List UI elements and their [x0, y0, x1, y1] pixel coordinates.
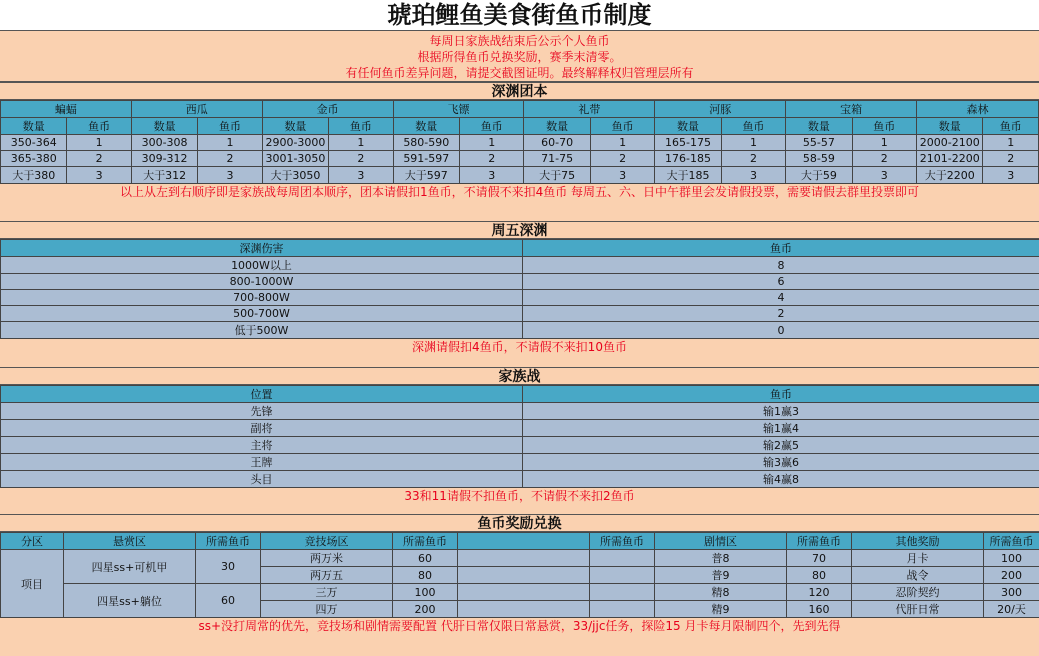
sub-header: 数量 — [393, 118, 459, 135]
cell: 1 — [590, 135, 654, 151]
story-item: 普8 — [655, 550, 787, 567]
cell: 1000W以上 — [1, 257, 523, 274]
table-row — [1, 257, 1039, 274]
empty-cell — [458, 567, 590, 584]
abyss-team-table — [0, 100, 1039, 184]
empty-cell — [590, 567, 655, 584]
cell: 700-800W — [1, 290, 523, 306]
cell: 大于185 — [655, 167, 721, 184]
column-header: 其他奖励 — [852, 533, 984, 550]
cell: 2 — [523, 306, 1039, 322]
arena-cost: 60 — [393, 550, 458, 567]
table-row — [1, 471, 1039, 488]
cell: 3 — [67, 167, 131, 184]
group-header: 飞镖 — [393, 101, 524, 118]
cell: 2 — [983, 151, 1039, 167]
rewards-heading: 鱼币奖励兑换 — [0, 514, 1039, 532]
cell: 头目 — [1, 471, 523, 488]
arena-item: 三万 — [261, 584, 393, 601]
spacer — [0, 355, 1039, 367]
column-header: 竞技场区 — [261, 533, 393, 550]
column-header: 鱼币 — [523, 386, 1039, 403]
empty-cell — [590, 584, 655, 601]
other-item: 月卡 — [852, 550, 984, 567]
sub-header: 鱼币 — [590, 118, 654, 135]
group-header-row — [1, 101, 1039, 118]
family-war-table — [0, 385, 1039, 488]
cell: 3001-3050 — [262, 151, 328, 167]
family-war-note: 33和11请假不扣鱼币，不请假不来扣2鱼币 — [0, 488, 1039, 504]
arena-item: 两万五 — [261, 567, 393, 584]
group-header: 森林 — [917, 101, 1039, 118]
table-row — [1, 306, 1039, 322]
cell: 591-597 — [393, 151, 459, 167]
notice-line: 根据所得鱼币兑换奖励，赛季末清零。 — [0, 49, 1039, 65]
sub-header-row — [1, 118, 1039, 135]
cell: 0 — [523, 322, 1039, 339]
table-row — [1, 454, 1039, 471]
story-cost: 70 — [787, 550, 852, 567]
sub-header: 数量 — [131, 118, 197, 135]
other-cost: 300 — [984, 584, 1039, 601]
cell: 大于59 — [786, 167, 852, 184]
cell: 8 — [523, 257, 1039, 274]
table-row — [1, 151, 1039, 167]
spacer — [0, 634, 1039, 656]
other-cost: 100 — [984, 550, 1039, 567]
cell: 500-700W — [1, 306, 523, 322]
category-cell: 项目 — [1, 550, 64, 618]
cell: 王牌 — [1, 454, 523, 471]
header-row — [1, 240, 1039, 257]
cell: 低于500W — [1, 322, 523, 339]
sub-header: 数量 — [786, 118, 852, 135]
cell: 2 — [460, 151, 524, 167]
empty-cell — [458, 550, 590, 567]
column-header: 鱼币 — [523, 240, 1039, 257]
column-header: 深渊伤害 — [1, 240, 523, 257]
other-item: 代肝日常 — [852, 601, 984, 618]
notice-line: 每周日家族战结束后公示个人鱼币 — [0, 33, 1039, 49]
notice-block — [0, 31, 1039, 82]
empty-cell — [590, 601, 655, 618]
cell: 2 — [198, 151, 262, 167]
group-header: 宝箱 — [786, 101, 917, 118]
sub-header: 鱼币 — [983, 118, 1039, 135]
table-row — [1, 550, 1039, 567]
cell: 176-185 — [655, 151, 721, 167]
cell: 输1赢3 — [523, 403, 1039, 420]
cell: 输2赢5 — [523, 437, 1039, 454]
column-header: 剧情区 — [655, 533, 787, 550]
cell: 1 — [852, 135, 916, 151]
cell: 1 — [721, 135, 785, 151]
story-cost: 80 — [787, 567, 852, 584]
arena-cost: 100 — [393, 584, 458, 601]
sub-header: 数量 — [524, 118, 590, 135]
table-row — [1, 135, 1039, 151]
cell: 365-380 — [1, 151, 67, 167]
cell: 2 — [721, 151, 785, 167]
abyss-team-note: 以上从左到右顺序即是家族战每周团本顺序，团本请假扣1鱼币，不请假不来扣4鱼币 每周五、六、日中午群里会发请假投票，需要请假去群里投票即可 — [0, 184, 1039, 200]
cell: 60-70 — [524, 135, 590, 151]
story-item: 精8 — [655, 584, 787, 601]
bounty-item: 四星ss+可机甲 — [64, 550, 196, 584]
table-row — [1, 420, 1039, 437]
story-item: 普9 — [655, 567, 787, 584]
cell: 大于3050 — [262, 167, 328, 184]
notice-line: 有任何鱼币差异问题，请提交截图证明。最终解释权归管理层所有 — [0, 65, 1039, 81]
cell: 输3赢6 — [523, 454, 1039, 471]
cell: 3 — [983, 167, 1039, 184]
table-row — [1, 167, 1039, 184]
cell: 6 — [523, 274, 1039, 290]
cell: 3 — [852, 167, 916, 184]
cell: 580-590 — [393, 135, 459, 151]
cell: 350-364 — [1, 135, 67, 151]
table-row — [1, 437, 1039, 454]
sub-header: 鱼币 — [67, 118, 131, 135]
story-item: 精9 — [655, 601, 787, 618]
empty-cell — [458, 584, 590, 601]
cell: 1 — [460, 135, 524, 151]
column-header: 所需鱼币 — [590, 533, 655, 550]
table-row — [1, 274, 1039, 290]
bounty-item: 四星ss+躺位 — [64, 584, 196, 618]
cell: 输4赢8 — [523, 471, 1039, 488]
cell: 2 — [329, 151, 393, 167]
other-item: 战令 — [852, 567, 984, 584]
cell: 55-57 — [786, 135, 852, 151]
group-header: 蝙蝠 — [1, 101, 132, 118]
cell: 300-308 — [131, 135, 197, 151]
arena-cost: 200 — [393, 601, 458, 618]
cell: 3 — [329, 167, 393, 184]
empty-cell — [590, 550, 655, 567]
sub-header: 鱼币 — [198, 118, 262, 135]
cell: 2 — [590, 151, 654, 167]
column-header: 所需鱼币 — [393, 533, 458, 550]
cell: 副将 — [1, 420, 523, 437]
cell: 2000-2100 — [917, 135, 983, 151]
header-row — [1, 533, 1039, 550]
cell: 先锋 — [1, 403, 523, 420]
spacer — [0, 200, 1039, 221]
group-header: 河豚 — [655, 101, 786, 118]
other-cost: 20/天 — [984, 601, 1039, 618]
group-header: 礼带 — [524, 101, 655, 118]
cell: 2900-3000 — [262, 135, 328, 151]
other-cost: 200 — [984, 567, 1039, 584]
table-row — [1, 584, 1039, 601]
bounty-cost: 30 — [196, 550, 261, 584]
sub-header: 鱼币 — [721, 118, 785, 135]
cell: 58-59 — [786, 151, 852, 167]
cell: 2101-2200 — [917, 151, 983, 167]
empty-cell — [458, 601, 590, 618]
cell: 输1赢4 — [523, 420, 1039, 437]
bounty-cost: 60 — [196, 584, 261, 618]
cell: 3 — [721, 167, 785, 184]
cell: 4 — [523, 290, 1039, 306]
table-row — [1, 403, 1039, 420]
spacer — [0, 504, 1039, 514]
cell: 大于75 — [524, 167, 590, 184]
cell: 3 — [460, 167, 524, 184]
sub-header: 鱼币 — [329, 118, 393, 135]
group-header: 金币 — [262, 101, 393, 118]
cell: 大于597 — [393, 167, 459, 184]
cell: 大于2200 — [917, 167, 983, 184]
header-row — [1, 386, 1039, 403]
arena-item: 四万 — [261, 601, 393, 618]
friday-abyss-heading: 周五深渊 — [0, 221, 1039, 239]
arena-cost: 80 — [393, 567, 458, 584]
sub-header: 数量 — [917, 118, 983, 135]
column-header: 所需鱼币 — [196, 533, 261, 550]
story-cost: 120 — [787, 584, 852, 601]
sub-header: 鱼币 — [460, 118, 524, 135]
cell: 800-1000W — [1, 274, 523, 290]
abyss-team-heading: 深渊团本 — [0, 82, 1039, 100]
cell: 主将 — [1, 437, 523, 454]
sub-header: 数量 — [655, 118, 721, 135]
sub-header: 鱼币 — [852, 118, 916, 135]
column-header: 分区 — [1, 533, 64, 550]
column-header: 所需鱼币 — [984, 533, 1039, 550]
cell: 1 — [983, 135, 1039, 151]
sub-header: 数量 — [1, 118, 67, 135]
cell: 165-175 — [655, 135, 721, 151]
cell: 大于312 — [131, 167, 197, 184]
column-header: 位置 — [1, 386, 523, 403]
table-row — [1, 290, 1039, 306]
cell: 3 — [198, 167, 262, 184]
friday-abyss-note: 深渊请假扣4鱼币，不请假不来扣10鱼币 — [0, 339, 1039, 355]
cell: 1 — [198, 135, 262, 151]
cell: 1 — [67, 135, 131, 151]
story-cost: 160 — [787, 601, 852, 618]
cell: 3 — [590, 167, 654, 184]
group-header: 西瓜 — [131, 101, 262, 118]
column-header: 悬赏区 — [64, 533, 196, 550]
page-title: 琥珀鲤鱼美食街鱼币制度 — [0, 0, 1039, 31]
column-header: 所需鱼币 — [787, 533, 852, 550]
cell: 2 — [852, 151, 916, 167]
cell: 1 — [329, 135, 393, 151]
cell: 大于380 — [1, 167, 67, 184]
cell: 71-75 — [524, 151, 590, 167]
rewards-table — [0, 532, 1039, 618]
family-war-heading: 家族战 — [0, 367, 1039, 385]
arena-item: 两万米 — [261, 550, 393, 567]
column-header — [458, 533, 590, 550]
cell: 2 — [67, 151, 131, 167]
sub-header: 数量 — [262, 118, 328, 135]
cell: 309-312 — [131, 151, 197, 167]
rewards-note: ss+没打周常的优先，竞技场和剧情需要配置 代肝日常仅限日常悬赏，33/jjc任务，探险15 月卡每月限制四个，先到先得 — [0, 618, 1039, 634]
table-row — [1, 322, 1039, 339]
other-item: 忍阶契约 — [852, 584, 984, 601]
friday-abyss-table — [0, 239, 1039, 339]
